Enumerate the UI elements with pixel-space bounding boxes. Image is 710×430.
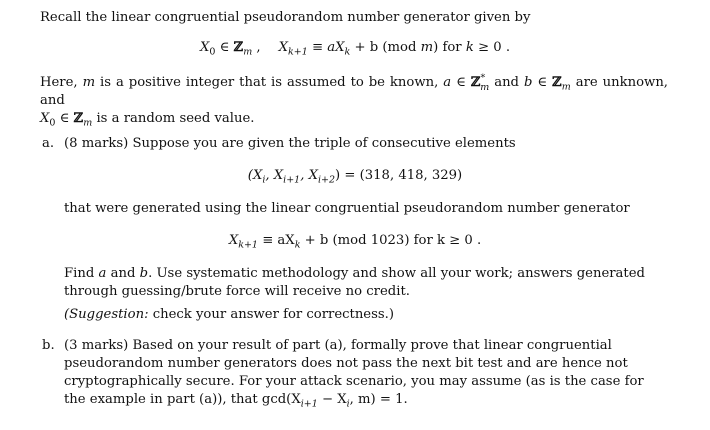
assumptions-paragraph: Here, m is a positive integer that is assumed to be known, a ∈ ℤ*$_m$ and b ∈ ℤ$_m$ are unknown, and $X_0$ ∈ ℤ$_m$ is a random seed value. [40,72,669,129]
part-a-lead: (8 marks) Suppose you are given the triple of consecutive elements [64,136,516,151]
intro-line: Recall the linear congruential pseudorandom number generator given by [40,10,531,25]
part-a-suggestion: (Suggestion: check your answer for correctness.) [64,307,394,322]
part-a-mid: that were generated using the linear congruential pseudorandom number generator [64,201,630,216]
lcg-definition-equation: $X_0$ ∈ ℤ$_m$ , $X_{k+1} \equiv aX_k + b$ (mod m) for k ≥ 0 . [199,40,511,58]
part-a-instructions: Find a and b. Use systematic methodology and show all your work; answers generated through guessing/brute force will receive no credit. [64,266,645,299]
triple-equation: ($X_i$, $X_{i+1}$, $X_{i+2}) = (318$, 418, 329) [247,168,463,186]
part-b-text: (3 marks) Based on your result of part (a), formally prove that linear congruential pseudorandom number generators does not pass the next bit test and are hence not cryptographically secure. For your attack scenario, you may assume (as is the case for the example in part (a)), that $\gcd(X_{i+1} - X_i$, m) = 1. [64,338,644,410]
mod-1023-equation: $X_{k+1} \equiv aX_k + b$ (mod 1023) for k ≥ 0 . [228,233,482,251]
part-a-label: a. [42,136,55,151]
part-b-label: b. [42,338,55,353]
